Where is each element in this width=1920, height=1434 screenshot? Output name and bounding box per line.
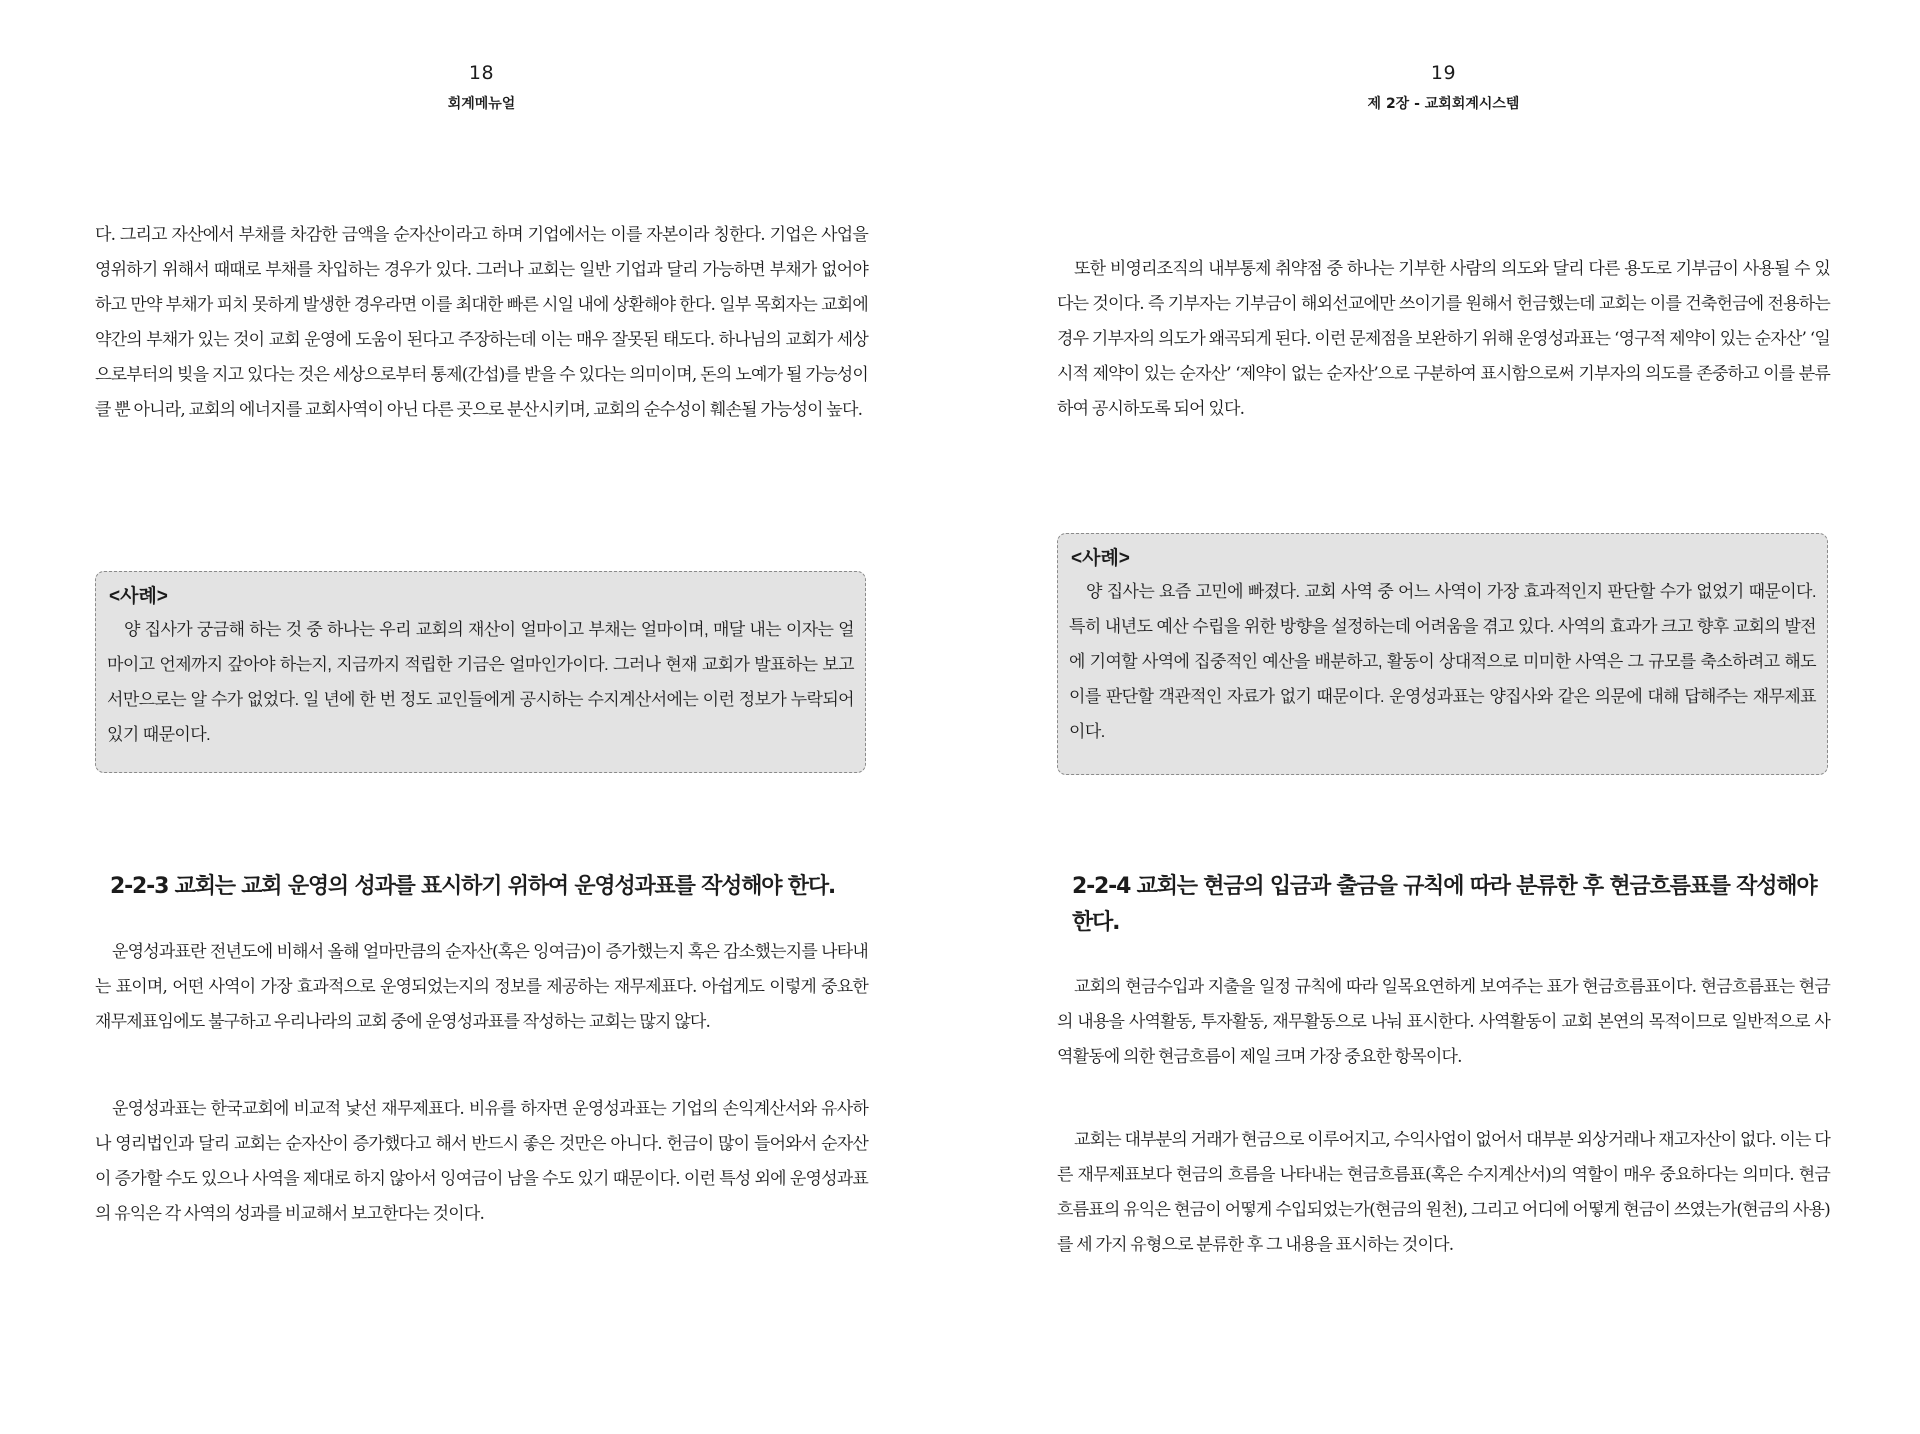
case-box	[95, 571, 866, 773]
case-box-title: <사례>	[109, 586, 168, 607]
body-paragraph: 교회는 대부분의 거래가 현금으로 이루어지고, 수익사업이 없어서 대부분 외상거래나 재고자산이 없다. 이는 다른 재무제표보다 현금의 흐름을 나타내는 현금흐름표(혹은 수지계산서)의 역할이 매우 중요하다는 의미다. 현금흐름표의 유익은 현금이 어떻게 수입되었는가(현금의 원천), 그리고 어디에 어떻게 현금이 쓰였는가(현금의 사용)를 세 가지 유형으로 분류한 후 그 내용을 표시하는 것이다.	[1057, 1130, 1830, 1255]
left-page	[95, 0, 868, 1434]
body-paragraph: 교회의 현금수입과 지출을 일정 규칙에 따라 일목요연하게 보여주는 표가 현금흐름표이다. 현금흐름표는 현금의 내용을 사역활동, 투자활동, 재무활동으로 나눠 표시한다. 사역활동이 교회 본연의 목적이므로 일반적으로 사역활동에 의한 현금흐름이 제일 크며 가장 중요한 항목이다.	[1057, 977, 1830, 1067]
running-head: 제 2장 - 교회회계시스템	[1367, 96, 1520, 112]
right-page	[1057, 0, 1830, 1434]
page-number: 18	[468, 62, 495, 84]
running-head: 회계메뉴얼	[447, 96, 516, 112]
intro-paragraph: 다. 그리고 자산에서 부채를 차감한 금액을 순자산이라고 하며 기업에서는 이를 자본이라 칭한다. 기업은 사업을 영위하기 위해서 때때로 부채를 차입하는 경우가 있다. 그러나 교회는 일반 기업과 달리 가능하면 부채가 없어야 하고 만약 부채가 피치 못하게 발생한 경우라면 이를 최대한 빠른 시일 내에 상환해야 한다. 일부 목회자는 교회에 약간의 부채가 있는 것이 교회 운영에 도움이 된다고 주장하는데 이는 매우 잘못된 태도다. 하나님의 교회가 세상으로부터의 빚을 지고 있다는 것은 세상으로부터 통제(간섭)를 받을 수 있다는 의미이며, 돈의 노예가 될 가능성이 클 뿐 아니라, 교회의 에너지를 교회사역이 아닌 다른 곳으로 분산시키며, 교회의 순수성이 훼손될 가능성이 높다.	[95, 225, 868, 420]
body-paragraph: 운영성과표란 전년도에 비해서 올해 얼마만큼의 순자산(혹은 잉여금)이 증가했는지 혹은 감소했는지를 나타내는 표이며, 어떤 사역이 가장 효과적으로 운영되었는지의 정보를 제공하는 재무제표다. 아쉽게도 이렇게 중요한 재무제표임에도 불구하고 우리나라의 교회 중에 운영성과표를 작성하는 교회는 많지 않다.	[95, 942, 868, 1032]
case-box	[1057, 533, 1828, 775]
section-heading: 2-2-3 교회는 교회 운영의 성과를 표시하기 위하여 운영성과표를 작성해야 한다.	[110, 874, 836, 899]
body-paragraph: 운영성과표는 한국교회에 비교적 낯선 재무제표다. 비유를 하자면 운영성과표는 기업의 손익계산서와 유사하나 영리법인과 달리 교회는 순자산이 증가했다고 해서 반드시 좋은 것만은 아니다. 헌금이 많이 들어와서 순자산이 증가할 수도 있으나 사역을 제대로 하지 않아서 잉여금이 남을 수도 있기 때문이다. 이런 특성 외에 운영성과표의 유익은 각 사역의 성과를 비교해서 보고한다는 것이다.	[95, 1099, 868, 1224]
case-box-title: <사례>	[1071, 548, 1130, 569]
page-number: 19	[1430, 62, 1457, 84]
case-box-text: 양 집사가 궁금해 하는 것 중 하나는 우리 교회의 재산이 얼마이고 부채는 얼마이며, 매달 내는 이자는 얼마이고 언제까지 갚아야 하는지, 지금까지 적립한 기금은 얼마인가이다. 그러나 현재 교회가 발표하는 보고서만으로는 알 수가 없었다. 일 년에 한 번 정도 교인들에게 공시하는 수지계산서에는 이런 정보가 누락되어 있기 때문이다.	[107, 620, 854, 744]
section-heading: 2-2-4 교회는 현금의 입금과 출금을 규칙에 따라 분류한 후 현금흐름표를 작성해야 한다.	[1072, 874, 1817, 935]
intro-paragraph: 또한 비영리조직의 내부통제 취약점 중 하나는 기부한 사람의 의도와 달리 다른 용도로 기부금이 사용될 수 있다는 것이다. 즉 기부자는 기부금이 해외선교에만 쓰이기를 원해서 헌금했는데 교회는 이를 건축헌금에 전용하는 경우 기부자의 의도가 왜곡되게 된다. 이런 문제점을 보완하기 위해 운영성과표는 ‘영구적 제약이 있는 순자산’ ‘일시적 제약이 있는 순자산’ ‘제약이 없는 순자산’으로 구분하여 표시함으로써 기부자의 의도를 존중하고 이를 분류하여 공시하도록 되어 있다.	[1057, 259, 1830, 419]
case-box-text: 양 집사는 요즘 고민에 빠졌다. 교회 사역 중 어느 사역이 가장 효과적인지 판단할 수가 없었기 때문이다. 특히 내년도 예산 수립을 위한 방향을 설정하는데 어려움을 겪고 있다. 사역의 효과가 크고 향후 교회의 발전에 기여할 사역에 집중적인 예산을 배분하고, 활동이 상대적으로 미미한 사역은 그 규모를 축소하려고 해도 이를 판단할 객관적인 자료가 없기 때문이다. 운영성과표는 양집사와 같은 의문에 대해 답해주는 재무제표이다.	[1069, 582, 1816, 741]
